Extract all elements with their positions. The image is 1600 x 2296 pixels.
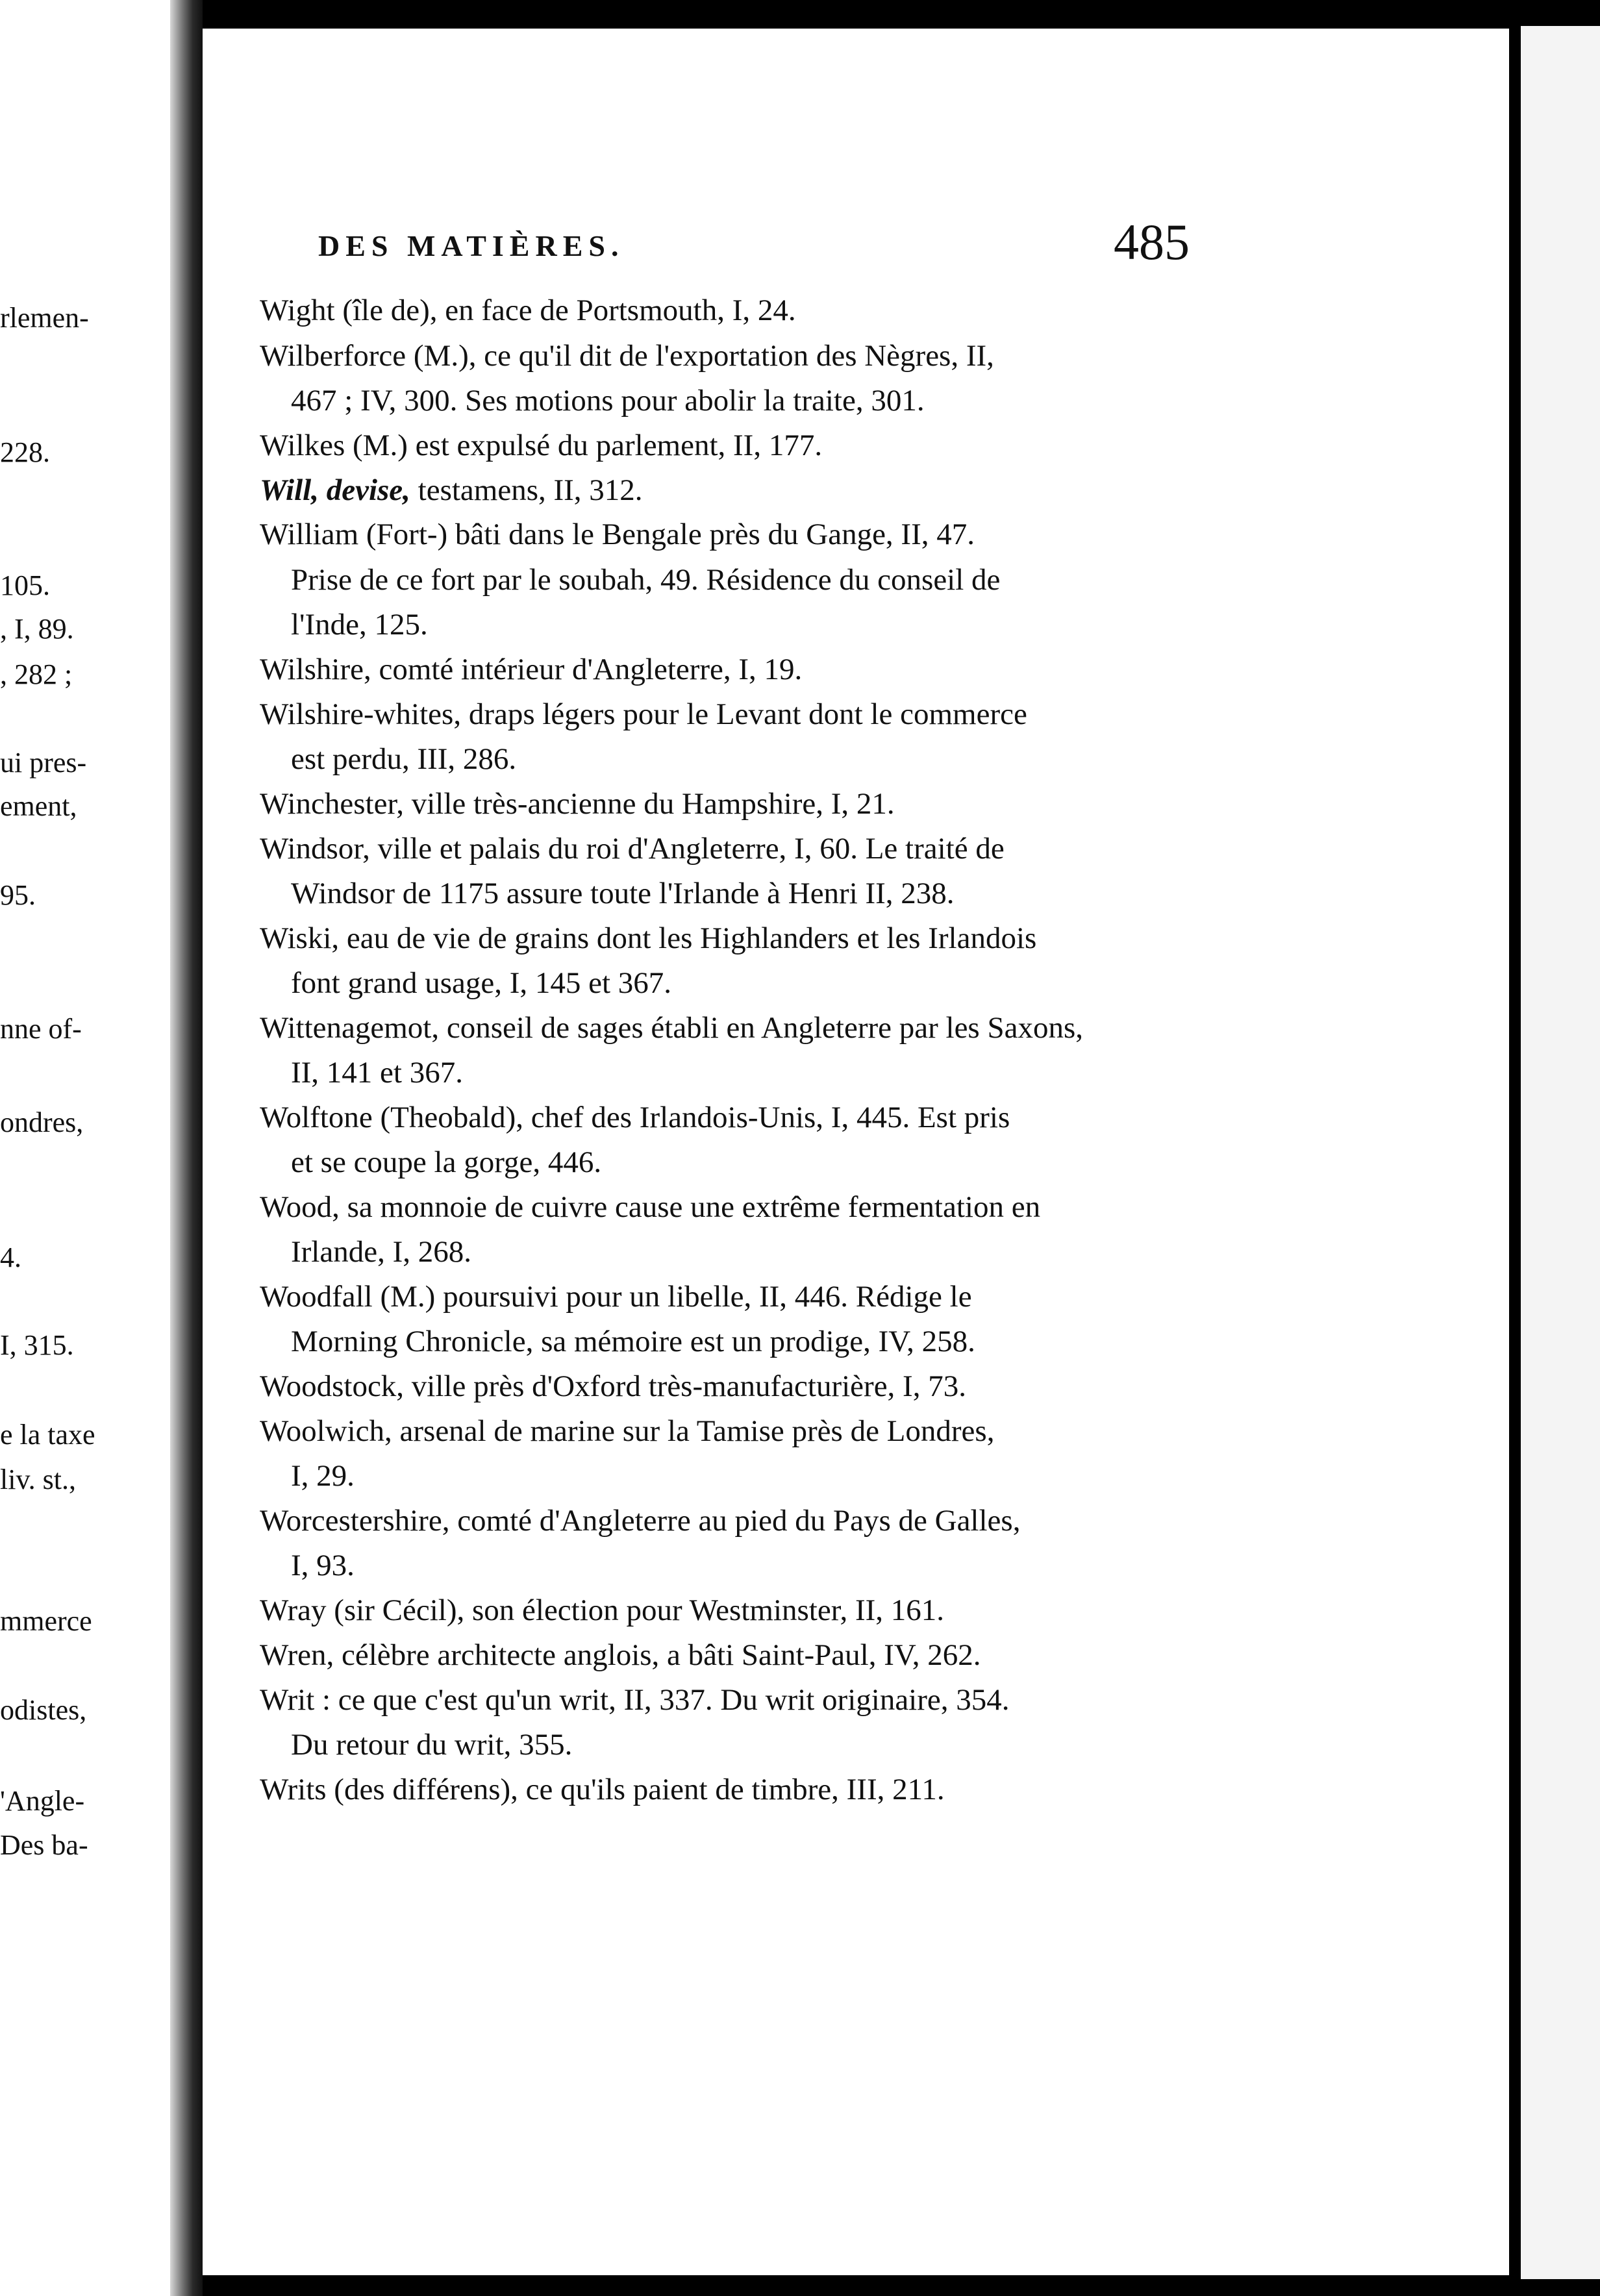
- index-entry-wilberforce: Wilberforce (M.), ce qu'il dit de l'exportation des Nègres, II,: [260, 339, 994, 373]
- left-fragment: 4.: [0, 1242, 21, 1273]
- index-entry-winchester: Winchester, ville très-ancienne du Hampshire, I, 21.: [260, 787, 895, 821]
- left-fragment: rlemen-: [0, 302, 89, 334]
- index-entry-wilkes: Wilkes (M.) est expulsé du parlement, II, 177.: [260, 429, 823, 462]
- index-entry-wood: Wood, sa monnoie de cuivre cause une extrême fermentation en: [260, 1190, 1041, 1224]
- right-page-edge: [1521, 26, 1600, 2279]
- page-edge-shadow: [1509, 26, 1521, 2279]
- left-fragment: nne of-: [0, 1013, 82, 1045]
- index-entry-continuation: et se coupe la gorge, 446.: [291, 1145, 602, 1179]
- index-entry-continuation: II, 141 et 367.: [291, 1056, 463, 1090]
- index-entry-continuation: l'Inde, 125.: [291, 608, 428, 642]
- left-fragment: liv. st.,: [0, 1464, 76, 1495]
- index-entry-continuation: Morning Chronicle, sa mémoire est un prodige, IV, 258.: [291, 1325, 975, 1358]
- index-entry-continuation: I, 93.: [291, 1549, 355, 1582]
- page-number: 485: [1114, 214, 1190, 270]
- left-fragment: I, 315.: [0, 1329, 74, 1361]
- index-entry-continuation: Du retour du writ, 355.: [291, 1728, 573, 1762]
- index-entry-windsor: Windsor, ville et palais du roi d'Angleterre, I, 60. Le traité de: [260, 832, 1005, 866]
- left-fragment: e la taxe: [0, 1419, 95, 1451]
- index-entry-william-fort: William (Fort-) bâti dans le Bengale près du Gange, II, 47.: [260, 518, 975, 551]
- index-entry-continuation: est perdu, III, 286.: [291, 742, 517, 776]
- index-entry-wiski: Wiski, eau de vie de grains dont les Highlanders et les Irlandois: [260, 921, 1037, 955]
- left-fragment: ement,: [0, 790, 77, 822]
- entry-text: testamens, II, 312.: [410, 473, 643, 507]
- index-entry-wolftone: Wolftone (Theobald), chef des Irlandois-Unis, I, 445. Est pris: [260, 1101, 1010, 1134]
- index-entry-wray: Wray (sir Cécil), son élection pour Westminster, II, 161.: [260, 1593, 945, 1627]
- left-fragment: mmerce: [0, 1605, 92, 1637]
- index-entry-woolwich: Woolwich, arsenal de marine sur la Tamise près de Londres,: [260, 1414, 995, 1448]
- index-entry-continuation: Prise de ce fort par le soubah, 49. Résidence du conseil de: [291, 563, 1001, 597]
- index-entry-worcestershire: Worcestershire, comté d'Angleterre au pied du Pays de Galles,: [260, 1504, 1021, 1538]
- index-entry-woodfall: Woodfall (M.) poursuivi pour un libelle, II, 446. Rédige le: [260, 1280, 972, 1314]
- index-entry-wilshire-whites: Wilshire-whites, draps légers pour le Levant dont le commerce: [260, 697, 1027, 731]
- index-entry-continuation: 467 ; IV, 300. Ses motions pour abolir la traite, 301.: [291, 384, 925, 418]
- index-entry-continuation: Irlande, I, 268.: [291, 1235, 471, 1269]
- index-entry-wilshire: Wilshire, comté intérieur d'Angleterre, I, 19.: [260, 653, 803, 686]
- index-entry-wren: Wren, célèbre architecte anglois, a bâti Saint-Paul, IV, 262.: [260, 1638, 981, 1672]
- left-fragment: 95.: [0, 879, 36, 911]
- italic-term: Will, devise,: [260, 473, 410, 507]
- index-entry-continuation: Windsor de 1175 assure toute l'Irlande à Henri II, 238.: [291, 877, 955, 910]
- left-fragment: 228.: [0, 436, 50, 468]
- book-gutter: [170, 0, 203, 2296]
- index-entry-wittenagemot: Wittenagemot, conseil de sages établi en Angleterre par les Saxons,: [260, 1011, 1084, 1045]
- left-fragment: ondres,: [0, 1106, 84, 1138]
- index-entry-continuation: I, 29.: [291, 1459, 355, 1493]
- index-entry-continuation: font grand usage, I, 145 et 367.: [291, 966, 672, 1000]
- index-entry-writ: Writ : ce que c'est qu'un writ, II, 337. Du writ originaire, 354.: [260, 1683, 1010, 1717]
- left-facing-page: [0, 0, 170, 2296]
- left-fragment: ui pres-: [0, 747, 87, 779]
- index-entry-wight: Wight (île de), en face de Portsmouth, I, 24.: [260, 293, 796, 327]
- index-entry-woodstock: Woodstock, ville près d'Oxford très-manufacturière, I, 73.: [260, 1369, 966, 1403]
- running-head: DES MATIÈRES.: [318, 229, 625, 262]
- left-fragment: odistes,: [0, 1694, 87, 1726]
- left-fragment: Des ba-: [0, 1829, 88, 1861]
- left-fragment: , I, 89.: [0, 613, 74, 645]
- index-entry-writs: Writs (des différens), ce qu'ils paient de timbre, III, 211.: [260, 1773, 945, 1806]
- left-fragment: 105.: [0, 569, 50, 601]
- left-fragment: 'Angle-: [0, 1785, 85, 1817]
- index-entry-will: [260, 475, 643, 506]
- left-fragment: , 282 ;: [0, 658, 73, 690]
